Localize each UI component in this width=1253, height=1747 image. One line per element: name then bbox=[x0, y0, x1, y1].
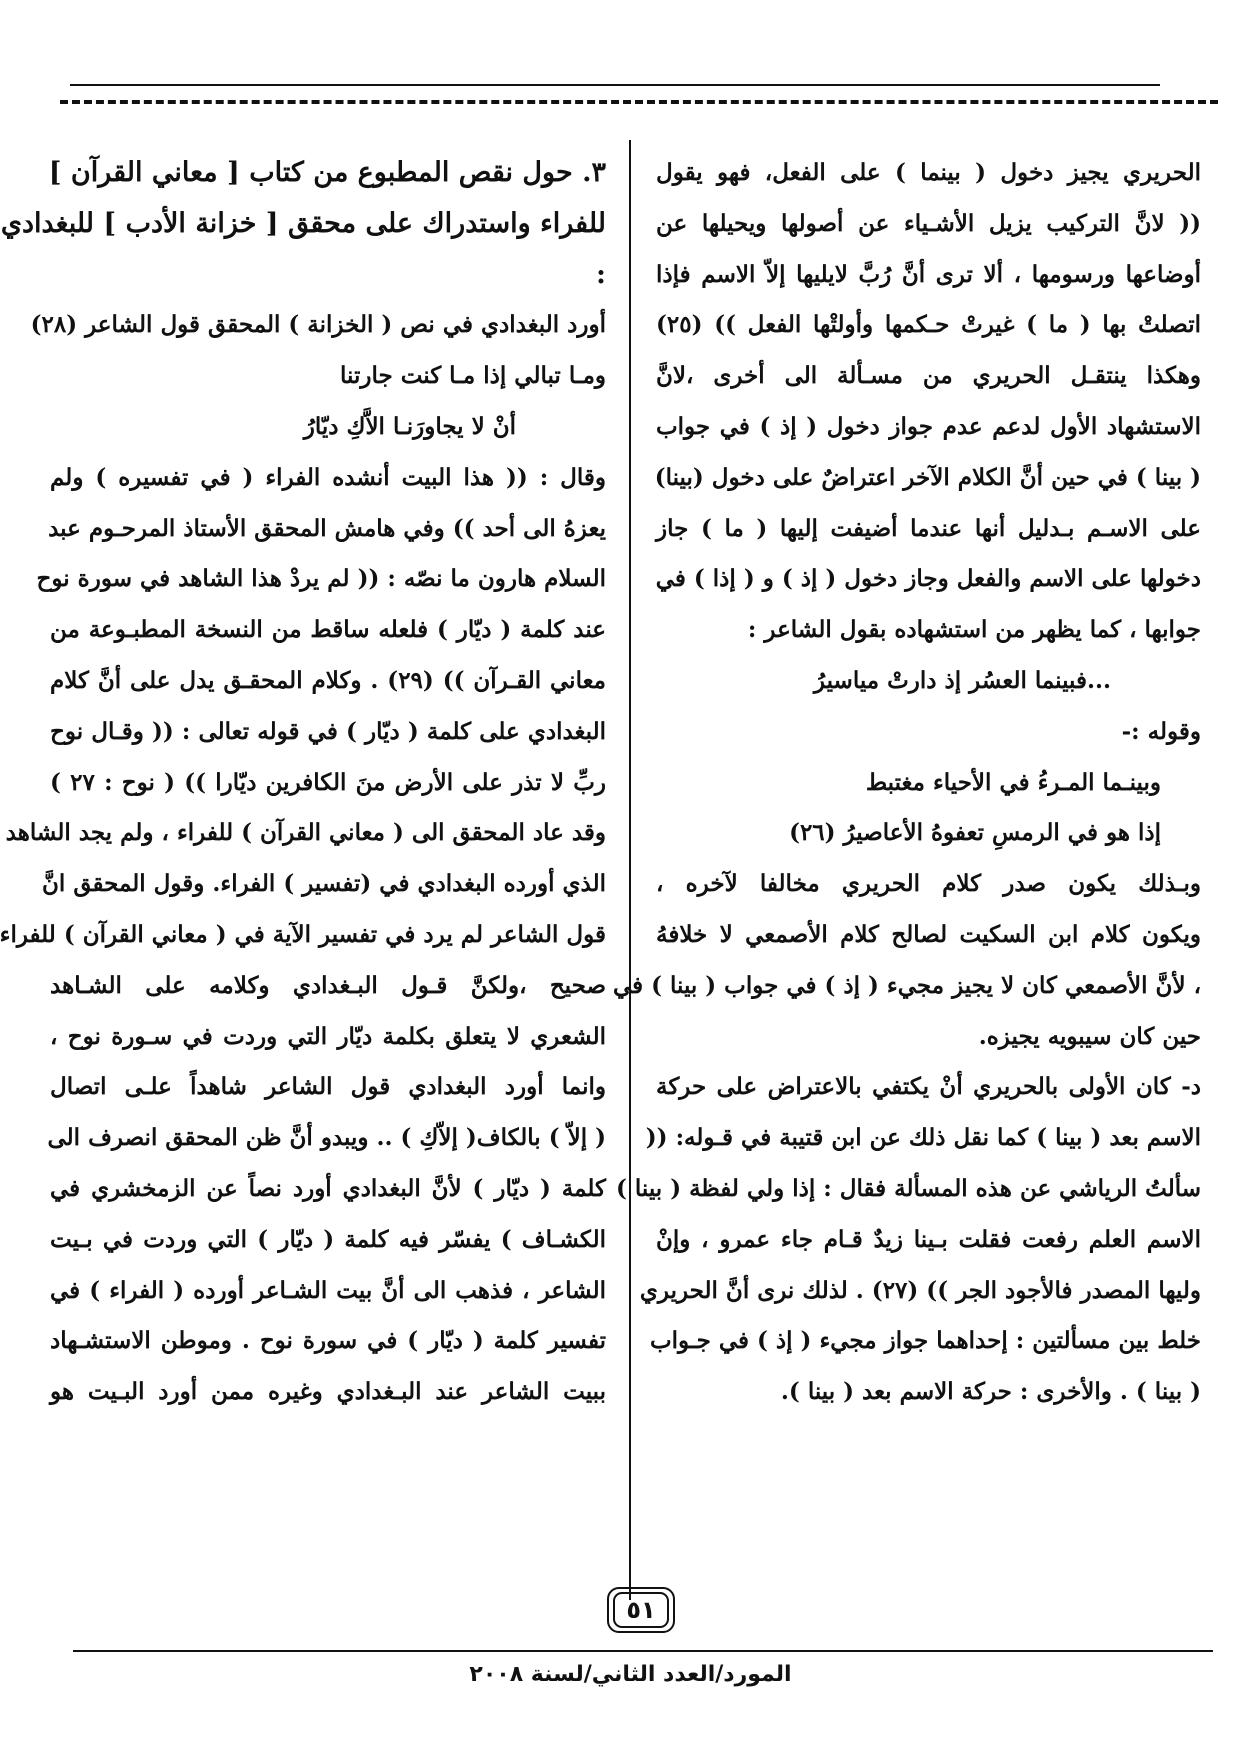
text-line: خلط بين مسألتين : إحداهما جواز مجيء ( إذ ) في جـواب bbox=[649, 1327, 1201, 1355]
text-line: الشعري لا يتعلق بكلمة ديّار التي وردت في سـورة نوح ، bbox=[50, 1022, 606, 1050]
text-line: معاني القـرآن )) (٢٩) . وكلام المحقـق يدل على أنَّ كلام bbox=[50, 666, 607, 694]
text-line: يعزهُ الى أحد )) وفي هامش المحقق الأستاذ المرحـوم عبد bbox=[48, 514, 606, 542]
heading-line: : bbox=[596, 258, 606, 290]
right-column bbox=[612, 148, 1201, 1418]
top-rule bbox=[70, 84, 1160, 86]
page-number-frame bbox=[607, 1587, 675, 1633]
text-line: الاسم بعد ( بينا ) كما نقل ذلك عن ابن قتيبة في قـوله: (( bbox=[645, 1124, 1201, 1152]
text-line: ببيت الشاعر عند البـغدادي وغيره ممن أورد البـيت هو bbox=[50, 1378, 606, 1406]
bottom-rule bbox=[73, 1650, 1213, 1652]
text-line: وقال : (( هذا البيت أنشده الفراء ( في تفسيره ) ولم bbox=[50, 463, 606, 491]
text-line: اتصلتْ بها ( ما ) غيرتْ حـكمها وأولتْها الفعل )) (٢٥) bbox=[656, 311, 1201, 339]
text-line: وقوله :- bbox=[1121, 717, 1201, 745]
top-dashed-rule bbox=[60, 100, 1218, 104]
left-column bbox=[0, 148, 607, 1418]
verse-line: ومـا تبالي إذا مـا كنت جارتنا bbox=[340, 362, 606, 390]
heading-line: ٣. حول نقص المطبوع من كتاب [ معاني القرآن ] bbox=[48, 157, 606, 188]
text-line: ( إلاّ ) بالكاف( إلاّكِ ) .. ويبدو أنَّ ظن المحقق انصرف الى bbox=[47, 1124, 606, 1152]
text-line: البغدادي على كلمة ( ديّار ) في قوله تعالى : (( وقـال نوح bbox=[50, 717, 606, 745]
text-line: (( لانَّ التركيب يزيل الأشـياء عن أصولها ويحيلها عن bbox=[656, 209, 1201, 237]
text-line: السلام هارون ما نصّه : (( لم يردْ هذا الشاهد في سورة نوح bbox=[36, 565, 606, 593]
text-line: ، لأنَّ الأصمعي كان لا يجيز مجيء ( إذ ) في جواب ( بينا ) في bbox=[612, 971, 1201, 999]
text-line: وبـذلك يكون صدر كلام الحريري مخالفا لآخره ، bbox=[656, 870, 1201, 898]
text-line: أورد البغدادي في نص ( الخزانة ) المحقق قول الشاعر (٢٨) bbox=[30, 311, 606, 339]
text-line: د- كان الأولى بالحريري أنْ يكتفي بالاعتراض على حركة bbox=[656, 1073, 1201, 1101]
text-line: على الاسـم بـدليل أنها عندما أضيفت إليها ( ما ) جاز bbox=[656, 514, 1201, 542]
text-line: الاستشهاد الأول لدعم عدم جواز دخول ( إذ ) في جواب bbox=[656, 412, 1201, 440]
text-line: وانما أورد البغدادي قول الشاعر شاهداً علـى اتصال bbox=[50, 1073, 606, 1101]
text-line: الذي أورده البغدادي في (تفسير ) الفراء. وقول المحقق انَّ bbox=[42, 870, 606, 898]
text-line: ربِّ لا تذر على الأرض منَ الكافرين ديّارا )) ( نوح : ٢٧ ) bbox=[50, 768, 607, 796]
column-divider bbox=[629, 140, 631, 1600]
text-line: ويكون كلام ابن السكيت لصالح كلام الأصمعي لا خلافهُ bbox=[656, 920, 1201, 948]
page-footer: المورد/العدد الثاني/لسنة ٢٠٠٨ bbox=[469, 1662, 792, 1687]
text-line: الشاعر ، فذهب الى أنَّ بيت الشـاعر أورده ( الفراء ) في bbox=[50, 1276, 606, 1304]
text-line: وقد عاد المحقق الى ( معاني القرآن ) للفراء ، ولم يجد الشاهد bbox=[5, 819, 606, 847]
verse-line: أنْ لا يجاورَنـا الاَّكِ ديّارُ bbox=[303, 412, 516, 440]
text-line: ( بينا ) في حين أنَّ الكلام الآخر اعتراضٌ على دخول (بينا) bbox=[654, 463, 1201, 491]
text-line: جوابها ، كما يظهر من استشهاده بقول الشاعر : bbox=[747, 616, 1201, 644]
text-line: الكشـاف ) يفسّر فيه كلمة ( ديّار ) التي وردت في بـيت bbox=[50, 1225, 606, 1253]
text-line: ( بينا ) . والأخرى : حركة الاسم بعد ( بينا ). bbox=[780, 1378, 1201, 1406]
verse-line: ...فبينما العسُر إذ دارتْ مياسيرُ bbox=[813, 666, 1111, 694]
text-line: قول الشاعر لم يرد في تفسير الآية في ( معاني القرآن ) للفراء bbox=[0, 920, 606, 948]
page-number: ٥١ bbox=[613, 1592, 669, 1628]
text-line: وليها المصدر فالأجود الجر )) (٢٧) . لذلك نرى أنَّ الحريري bbox=[639, 1276, 1201, 1304]
verse-line: وبينـما المـرءُ في الأحياء مغتبط bbox=[865, 768, 1161, 796]
text-line: تفسير كلمة ( ديّار ) في سورة نوح . وموطن الاستشـهاد bbox=[50, 1327, 606, 1355]
text-line: وهكذا ينتقـل الحريري من مسـألة الى أخرى ،لانَّ bbox=[656, 362, 1201, 390]
text-line: أوضاعها ورسومها ، ألا ترى أنَّ رُبَّ لايليها إلاّ الاسم فإذا bbox=[656, 260, 1201, 288]
text-line: دخولها على الاسم والفعل وجاز دخول ( إذ ) و ( إذا ) في bbox=[655, 565, 1201, 593]
text-line: صحيح ،ولكنَّ قـول البـغدادي وكلامه على الشـاهد bbox=[50, 971, 606, 999]
text-line: سألتُ الرياشي عن هذه المسألة فقال : إذا ولي لفظة ( بينا ) bbox=[616, 1174, 1201, 1202]
text-line: الحريري يجيز دخول ( بينما ) على الفعل، فهو يقول bbox=[656, 159, 1201, 186]
heading-line: للفراء واستدراك على محقق [ خزانة الأدب ] للبغدادي bbox=[0, 207, 606, 239]
text-line: الاسم العلم رفعت فقلت بـينا زيدٌ قـام جاء عمرو ، وإنْ bbox=[656, 1225, 1201, 1253]
text-line: كلمة ( ديّار ) لأنَّ البغدادي أورد نصاً عن الزمخشري في bbox=[50, 1174, 606, 1202]
text-line: حين كان سيبويه يجيزه. bbox=[978, 1022, 1201, 1050]
section-heading bbox=[0, 148, 606, 300]
verse-line: إذا هو في الرمسِ تعفوهُ الأعاصيرُ (٢٦) bbox=[789, 819, 1161, 847]
text-line: عند كلمة ( ديّار ) فلعله ساقط من النسخة المطبـوعة من bbox=[50, 616, 606, 644]
